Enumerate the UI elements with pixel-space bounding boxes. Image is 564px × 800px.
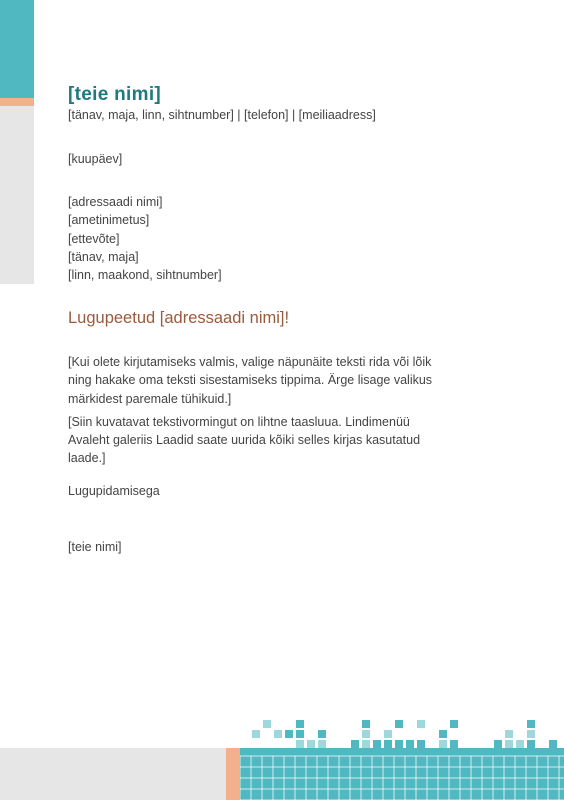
pattern-pixel xyxy=(296,730,304,738)
pattern-pixel xyxy=(395,740,403,748)
recipient-line[interactable]: [tänav, maja] xyxy=(68,249,139,264)
pattern-pixel xyxy=(516,740,524,748)
body-paragraph[interactable]: [Siin kuvatavat tekstivormingut on lihtne taasluua. Lindimenüü Avaleht galeriis Laadid saate uurida kõiki selles kirjas kasutatud laade.] xyxy=(68,414,421,466)
pattern-pixel xyxy=(285,730,293,738)
pattern-pixel xyxy=(417,740,425,748)
pattern-pixel xyxy=(296,740,304,748)
pattern-pixel xyxy=(318,740,326,748)
pattern-pixel xyxy=(439,730,447,738)
pattern-pixel xyxy=(505,740,513,748)
sender-block xyxy=(68,84,468,123)
recipient-block xyxy=(68,193,222,284)
pattern-pixel xyxy=(318,730,326,738)
pattern-pixel xyxy=(296,720,304,728)
pattern-pixel xyxy=(252,730,260,738)
pattern-pixel xyxy=(384,730,392,738)
footer-pixel-pattern xyxy=(240,718,564,800)
pattern-pixel xyxy=(362,730,370,738)
letter-body xyxy=(68,353,448,473)
recipient-line[interactable]: [linn, maakond, sihtnumber] xyxy=(68,268,222,283)
salutation[interactable]: Lugupeetud [adressaadi nimi]! xyxy=(68,309,290,327)
pattern-pixel xyxy=(549,740,557,748)
pattern-pixel xyxy=(373,740,381,748)
letter-date[interactable]: [kuupäev] xyxy=(68,152,123,166)
pattern-pixel xyxy=(263,720,271,728)
pattern-pixel xyxy=(362,720,370,728)
pattern-pixel xyxy=(274,730,282,738)
left-teal-band xyxy=(0,0,34,98)
pattern-pixel xyxy=(494,740,502,748)
pattern-pixel xyxy=(439,740,447,748)
pattern-pixel xyxy=(417,720,425,728)
recipient-line[interactable]: [ametinimetus] xyxy=(68,213,150,228)
sender-contact-line[interactable]: [tänav, maja, linn, sihtnumber] | [telefon] | [meiliaadress] xyxy=(68,108,376,122)
pattern-pixel xyxy=(450,740,458,748)
left-gray-band xyxy=(0,106,34,284)
pattern-pixel xyxy=(505,730,513,738)
recipient-line[interactable]: [ettevõte] xyxy=(68,231,120,246)
pattern-pixel xyxy=(527,730,535,738)
left-peach-stripe xyxy=(0,98,34,106)
pattern-pixel xyxy=(307,740,315,748)
footer-gray-band xyxy=(0,748,226,800)
pattern-pixel xyxy=(395,720,403,728)
sender-name[interactable]: [teie nimi] xyxy=(68,84,162,105)
footer-peach-stripe xyxy=(226,748,240,800)
recipient-line[interactable]: [adressaadi nimi] xyxy=(68,195,163,209)
signature-name[interactable]: [teie nimi] xyxy=(68,540,122,554)
pattern-pixel xyxy=(362,740,370,748)
body-paragraph[interactable]: [Kui olete kirjutamiseks valmis, valige näpunäite teksti rida või lõik ning hakake oma teksti sisestamiseks tippima. Ärge lisage valikus märkidest paremale tühikuid.] xyxy=(68,355,433,406)
pattern-pixel xyxy=(527,720,535,728)
closing-phrase[interactable]: Lugupidamisega xyxy=(68,484,160,498)
pattern-pixel xyxy=(351,740,359,748)
pattern-pixel xyxy=(406,740,414,748)
pattern-pixel xyxy=(450,720,458,728)
pattern-pixel xyxy=(384,740,392,748)
pattern-pixel xyxy=(527,740,535,748)
